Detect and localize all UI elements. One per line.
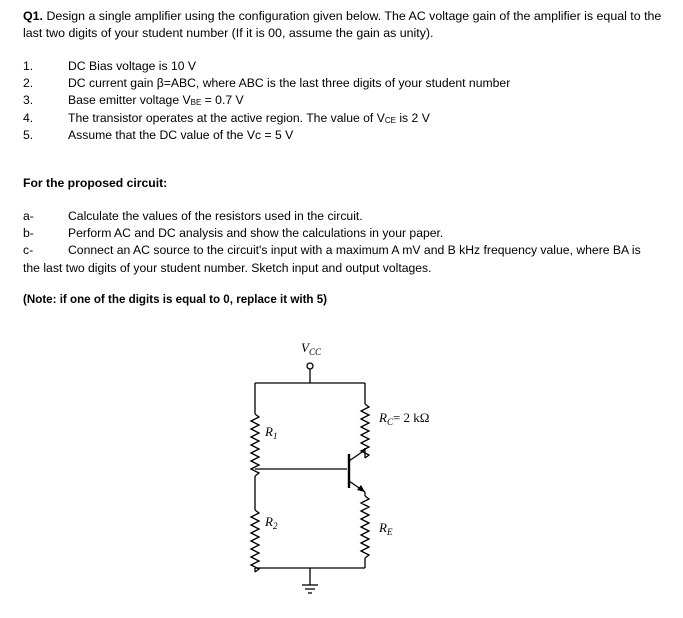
re-resistor (361, 496, 369, 558)
task-label: c- (23, 243, 34, 258)
spec-text-post: is 2 V (395, 110, 430, 125)
question-number: Q1. (23, 9, 43, 23)
spec-text-pre: The transistor operates at the active region. The value of V (68, 110, 385, 125)
note: (Note: if one of the digits is equal to 0, replace it with 5) (23, 293, 328, 306)
spec-text-post: = 0.7 V (201, 93, 244, 108)
spec-text-pre: Base emitter voltage V (68, 93, 191, 108)
spec-number: 2. (23, 76, 34, 91)
question-text: Design a single amplifier using the configuration given below. The AC voltage gain of the amplifier is equal to the last two digits of your student number (If it is 00, assume the gain as unity). (23, 9, 662, 40)
spec-subscript: CE (384, 115, 396, 125)
spec-subscript: BE (190, 98, 202, 108)
transistor-collector (349, 450, 365, 461)
emitter-arrow-icon (357, 485, 365, 492)
task-text: Perform AC and DC analysis and show the calculations in your paper. (68, 226, 444, 241)
r1-label: $R_1$ (265, 424, 278, 441)
spec-number: 1. (23, 59, 34, 73)
task-text: Connect an AC source to the circuit's input with a maximum A mV and B kHz frequency value, where BA is (68, 243, 641, 258)
ground-icon (302, 585, 318, 593)
task-text: Calculate the values of the resistors used in the circuit. (68, 209, 363, 223)
task-label: a- (23, 209, 34, 223)
task-continuation: the last two digits of your student number. Sketch input and output voltages. (23, 260, 432, 275)
rc-label: $R_C= 2$ kΩ (379, 410, 430, 427)
spec-text: Assume that the DC value of the Vc = 5 V (68, 127, 294, 142)
r1-resistor (251, 414, 259, 476)
vcc-label: $V_{CC}$ (301, 340, 321, 357)
re-label: $R_E$ (379, 520, 393, 537)
spec-number: 4. (23, 110, 34, 125)
r2-resistor (251, 510, 259, 572)
spec-number: 5. (23, 127, 34, 142)
spec-number: 3. (23, 93, 34, 108)
spec-text: DC Bias voltage is 10 V (68, 59, 197, 73)
proposed-heading: For the proposed circuit: (23, 176, 168, 190)
task-label: b- (23, 226, 34, 241)
spec-text: DC current gain β=ABC, where ABC is the last three digits of your student number (68, 76, 511, 91)
r2-label: $R_2$ (265, 514, 278, 531)
vcc-terminal (307, 363, 313, 369)
